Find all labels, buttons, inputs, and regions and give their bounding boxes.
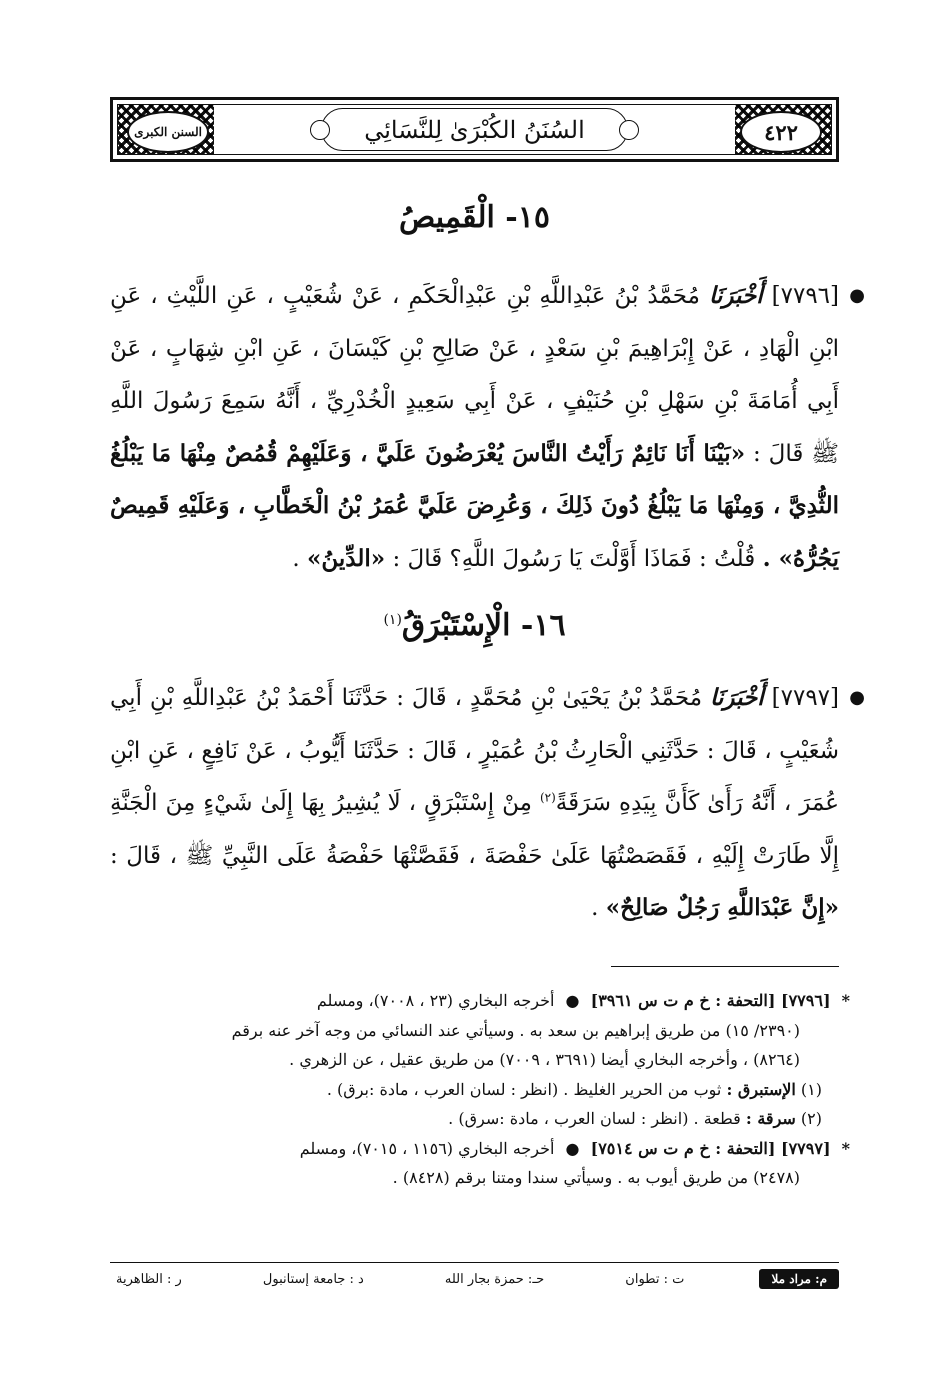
- gloss-text: قطعة . (انظر : لسان العرب ، مادة :سرق) .: [448, 1109, 741, 1128]
- section-heading-15: [110, 200, 839, 235]
- akhbarana-word: أَخْبَرَنَا: [708, 282, 763, 309]
- footnote-marker: (١): [383, 612, 402, 628]
- hadith-matn: «بَيْنَا أَنَا نَائِمٌ رَأَيْتُ النَّاسَ يُعْرَضُونَ عَلَيَّ ، وَعَلَيْهِمْ قُمُصٌ مِنْهَا مَا يَبْلُغُ الثُّدِيَّ ، وَمِنْهَا مَا يَبْلُغُ دُونَ ذَلِكَ ، وَعُرِضَ عَلَيَّ عُمَرُ بْنُ الْخَطَّابِ ، وَعَلَيْهِ قَمِيصٌ يَجُرُّهُ» .: [110, 439, 839, 572]
- hadith-7796: [110, 270, 865, 585]
- footnote-takhrij-7797: [110, 1134, 850, 1164]
- footnote-line: (٨٢٦٤) ، وأخرجه البخاري أيضا (٣٦٩١ ، ٧٠٠٩) من طريق عقيل ، عن الزهري .: [289, 1050, 800, 1069]
- bullet-icon: ●: [565, 1138, 580, 1158]
- footnote-line: (٢٤٧٨) من طريق أيوب به . وسيأتي سندا ومتنا برقم (٨٤٢٨) .: [392, 1168, 800, 1187]
- manuscript-legend: [110, 1262, 839, 1295]
- bullet-icon: ●: [849, 285, 865, 306]
- page-number: ٤٢٢: [740, 111, 822, 153]
- hadith-matn: مِنْ إِسْتَبْرَقٍ ، لَا يُشِيرُ بِهَا إِلَىٰ شَيْءٍ مِنَ الْجَنَّةِ إِلَّا طَارَتْ إِلَيْهِ ، فَقَصَصْتُهَا عَلَىٰ حَفْصَةَ ، فَقَصَّتْهَا حَفْصَةُ عَلَى النَّبِيِّ ﷺ ، قَالَ :: [110, 790, 839, 869]
- footnote-line: أخرجه البخاري (٢٣ ، ٧٠٠٨)، ومسلم: [316, 991, 555, 1010]
- hadith-isnad: مُحَمَّدُ بْنُ يَحْيَىٰ بْنِ مُحَمَّدٍ ، قَالَ : حَدَّثَنَا أَحْمَدُ بْنُ عَبْدِاللَّهِ بْنِ أَبِي شُعَيْبٍ ، قَالَ : حَدَّثَنِي الْحَارِثُ بْنُ عُمَيْرٍ ، قَالَ : حَدَّثَنَا أَيُّوبُ ، عَنْ نَافِعٍ ، عَنِ ابْنِ عُمَرَ ، أَنَّهُ رَأَىٰ كَأَنَّ بِيَدِهِ سَرَقَةً: [110, 685, 839, 816]
- section-heading-text: ١٥- الْقَمِيصُ: [399, 200, 550, 235]
- gloss-text: ثوب من الحرير الغليظ . (انظر : لسان العرب ، مادة :برق) .: [326, 1079, 722, 1099]
- footnote-ref-tuhfa: [٧٧٩٧] [التحفة : خ م ت س ٧٥١٤]: [590, 1138, 831, 1158]
- footnote-line: أخرجه البخاري (١١٥٦ ، ٧٠١٥)، ومسلم: [299, 1138, 555, 1158]
- hadith-isnad: مُحَمَّدُ بْنُ عَبْدِاللَّهِ بْنِ عَبْدِالْحَكَمِ ، عَنْ شُعَيْبٍ ، عَنِ اللَّيْثِ ، عَنِ ابْنِ الْهَادِ ، عَنْ إِبْرَاهِيمَ بْنِ سَعْدٍ ، عَنْ صَالِحِ بْنِ كَيْسَانَ ، عَنِ ابْنِ شِهَابٍ ، عَنْ أَبِي أُمَامَةَ بْنِ سَهْلِ بْنِ حُنَيْفٍ ، عَنْ أَبِي سَعِيدٍ الْخُدْرِيِّ ، أَنَّهُ سَمِعَ رَسُولَ اللَّهِ ﷺ قَالَ :: [110, 283, 840, 467]
- manuscript-m: م: مراد ملا: [759, 1269, 839, 1289]
- gloss-marker: (١): [800, 1079, 822, 1099]
- section-heading-16: [110, 608, 839, 643]
- hadith-question: قُلْتُ : فَمَاذَا أَوَّلْتَ يَا رَسُولَ اللَّهِ؟ قَالَ :: [392, 545, 756, 572]
- bullet-icon: ●: [565, 991, 580, 1010]
- publisher-seal-icon: السنن الكبرى: [127, 111, 209, 153]
- manuscript-h: حـ: حمزة بجار الله: [444, 1271, 545, 1287]
- star-icon: *: [841, 1138, 850, 1158]
- section-heading-text: ١٦- الْإِسْتَبْرَقُ: [401, 608, 566, 643]
- footnote-gloss-2: [110, 1104, 850, 1134]
- hadith-7797: [110, 672, 865, 935]
- gloss-term: سرقة :: [745, 1109, 796, 1128]
- footnotes: [110, 986, 850, 1193]
- bullet-icon: ●: [849, 687, 865, 708]
- footnote-ref-tuhfa: [٧٧٩٦] [التحفة : خ م ت س ٣٩٦١]: [590, 991, 831, 1010]
- gloss-marker: (٢): [800, 1109, 822, 1128]
- footnote-line: (٢٣٩٠/ ١٥) من طريق إبراهيم بن سعد به . وسيأتي عند النسائي من وجه آخر عنه برقم: [231, 1020, 800, 1040]
- book-title: السُنَنُ الكُبْرَىٰ لِلنَّسَائِي: [321, 108, 628, 151]
- hadith-end: .: [591, 895, 599, 921]
- footnote-divider: [611, 966, 839, 967]
- manuscript-t: ت : تطوان: [625, 1271, 685, 1287]
- hadith-number: [٧٧٩٦]: [771, 283, 840, 309]
- hadith-saying: «إِنَّ عَبْدَاللَّهِ رَجُلٌ صَالِحٌ»: [605, 894, 839, 921]
- manuscript-r: ر : الظاهرية: [116, 1271, 182, 1287]
- star-icon: *: [841, 991, 850, 1010]
- running-header: [110, 97, 839, 162]
- gloss-term: الإستبرق :: [726, 1079, 796, 1099]
- hadith-answer: «الدِّينُ»: [306, 544, 386, 572]
- akhbarana-word: أَخْبَرَنَا: [710, 684, 764, 711]
- hadith-end: .: [292, 545, 300, 572]
- footnote-takhrij-7796: [110, 986, 850, 1016]
- footnote-gloss-1: [110, 1075, 850, 1105]
- footnote-ref: (٢): [539, 790, 556, 805]
- hadith-number: [٧٧٩٧]: [771, 685, 840, 711]
- manuscript-d: د : جامعة إستانبول: [262, 1271, 364, 1287]
